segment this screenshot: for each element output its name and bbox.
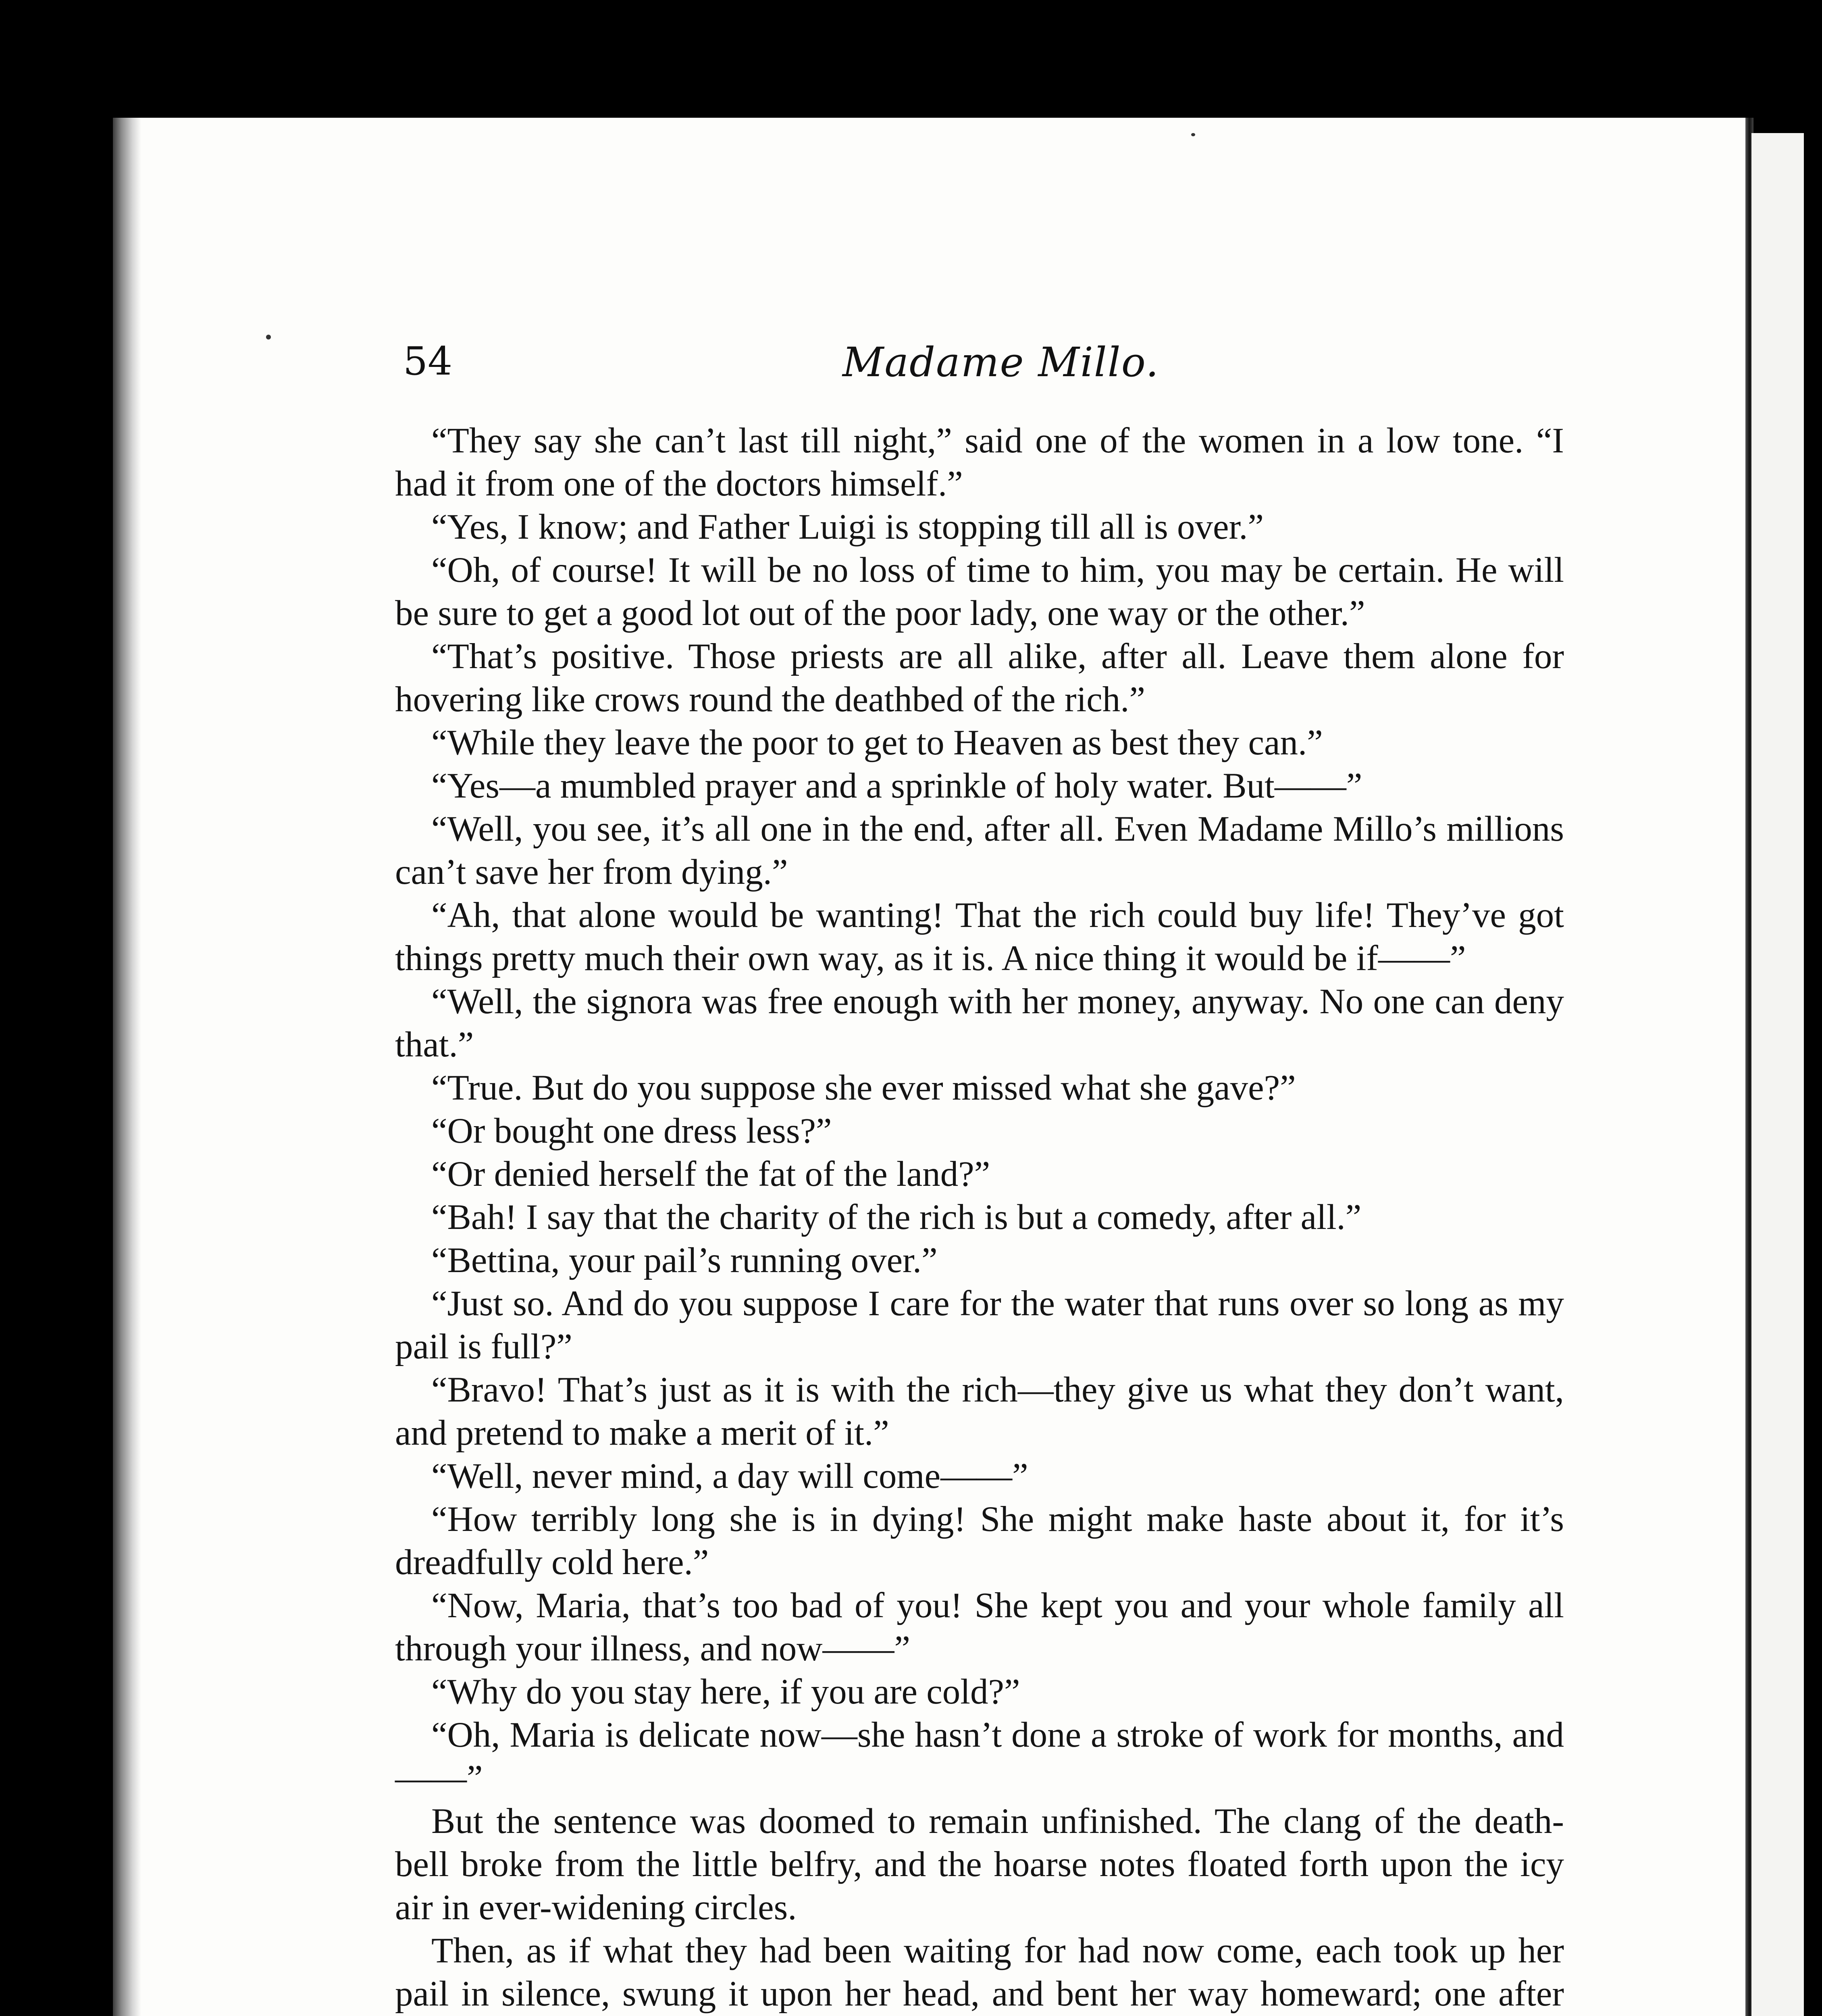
page-number: 54 (403, 339, 453, 384)
paragraph: “Bettina, your pail’s running over.” (431, 1241, 938, 1280)
paragraph: “How terribly long she is in dying! She might make haste about it, for it’s dreadfully cold here.” (395, 1500, 1564, 1582)
paragraph: “Bravo! That’s just as it is with the rich—they give us what they don’t want, and pretend to make a merit of it.” (395, 1370, 1564, 1453)
paragraph: “Yes—a mumbled prayer and a sprinkle of holy water. But——” (431, 766, 1362, 806)
paragraph: But the sentence was doomed to remain unfinished. The clang of the death-bell broke from the little belfry, and the hoarse notes floated forth upon the icy air in ever-widening circles. (395, 1801, 1564, 1927)
adjacent-page-edge (1751, 133, 1804, 2016)
text-body (395, 419, 1564, 2016)
paragraph: “While they leave the poor to get to Heaven as best they can.” (431, 723, 1323, 762)
paragraph: “Or denied herself the fat of the land?” (431, 1154, 990, 1194)
running-title: Madame Millo. (842, 339, 1160, 386)
paragraph: “Why do you stay here, if you are cold?” (431, 1672, 1020, 1712)
paragraph: “They say she can’t last till night,” said one of the women in a low tone. “I had it from one of the doctors himself.” (395, 421, 1564, 504)
paragraph: “That’s positive. Those priests are all alike, after all. Leave them alone for hovering like crows round the deathbed of the rich.” (395, 637, 1564, 719)
paragraph: “Yes, I know; and Father Luigi is stopping till all is over.” (431, 507, 1264, 547)
paper-speck (266, 335, 271, 339)
paragraph: “Well, the signora was free enough with her money, anyway. No one can deny that.” (395, 982, 1564, 1064)
paragraph: “Bah! I say that the charity of the rich is but a comedy, after all.” (431, 1198, 1362, 1237)
paragraph: Then, as if what they had been waiting for had now come, each took up her pail in silence, swung it upon her head, and bent her way homeward; one after (395, 1931, 1564, 2014)
paragraph: “Oh, of course! It will be no loss of time to him, you may be certain. He will be sure to get a good lot out of the poor lady, one way or the other.” (395, 550, 1564, 633)
paragraph: “Ah, that alone would be wanting! That the rich could buy life! They’ve got things pretty much their own way, as it is. A nice thing it would be if——” (395, 896, 1564, 978)
paragraph: “True. But do you suppose she ever missed what she gave?” (431, 1068, 1296, 1108)
paragraph: “Well, you see, it’s all one in the end, after all. Even Madame Millo’s millions can’t save her from dying.” (395, 809, 1564, 892)
paragraph: “Now, Maria, that’s too bad of you! She kept you and your whole family all through your illness, and now——” (395, 1586, 1564, 1668)
paper-speck (1191, 133, 1195, 136)
page-binding-edge (113, 118, 141, 2016)
paragraph: “Or bought one dress less?” (431, 1111, 832, 1151)
paragraph: “Oh, Maria is delicate now—she hasn’t done a stroke of work for months, and——” (395, 1715, 1564, 1798)
paragraph: “Well, never mind, a day will come——” (431, 1456, 1028, 1496)
paragraph: “Just so. And do you suppose I care for the water that runs over so long as my pail is full?” (395, 1284, 1564, 1366)
